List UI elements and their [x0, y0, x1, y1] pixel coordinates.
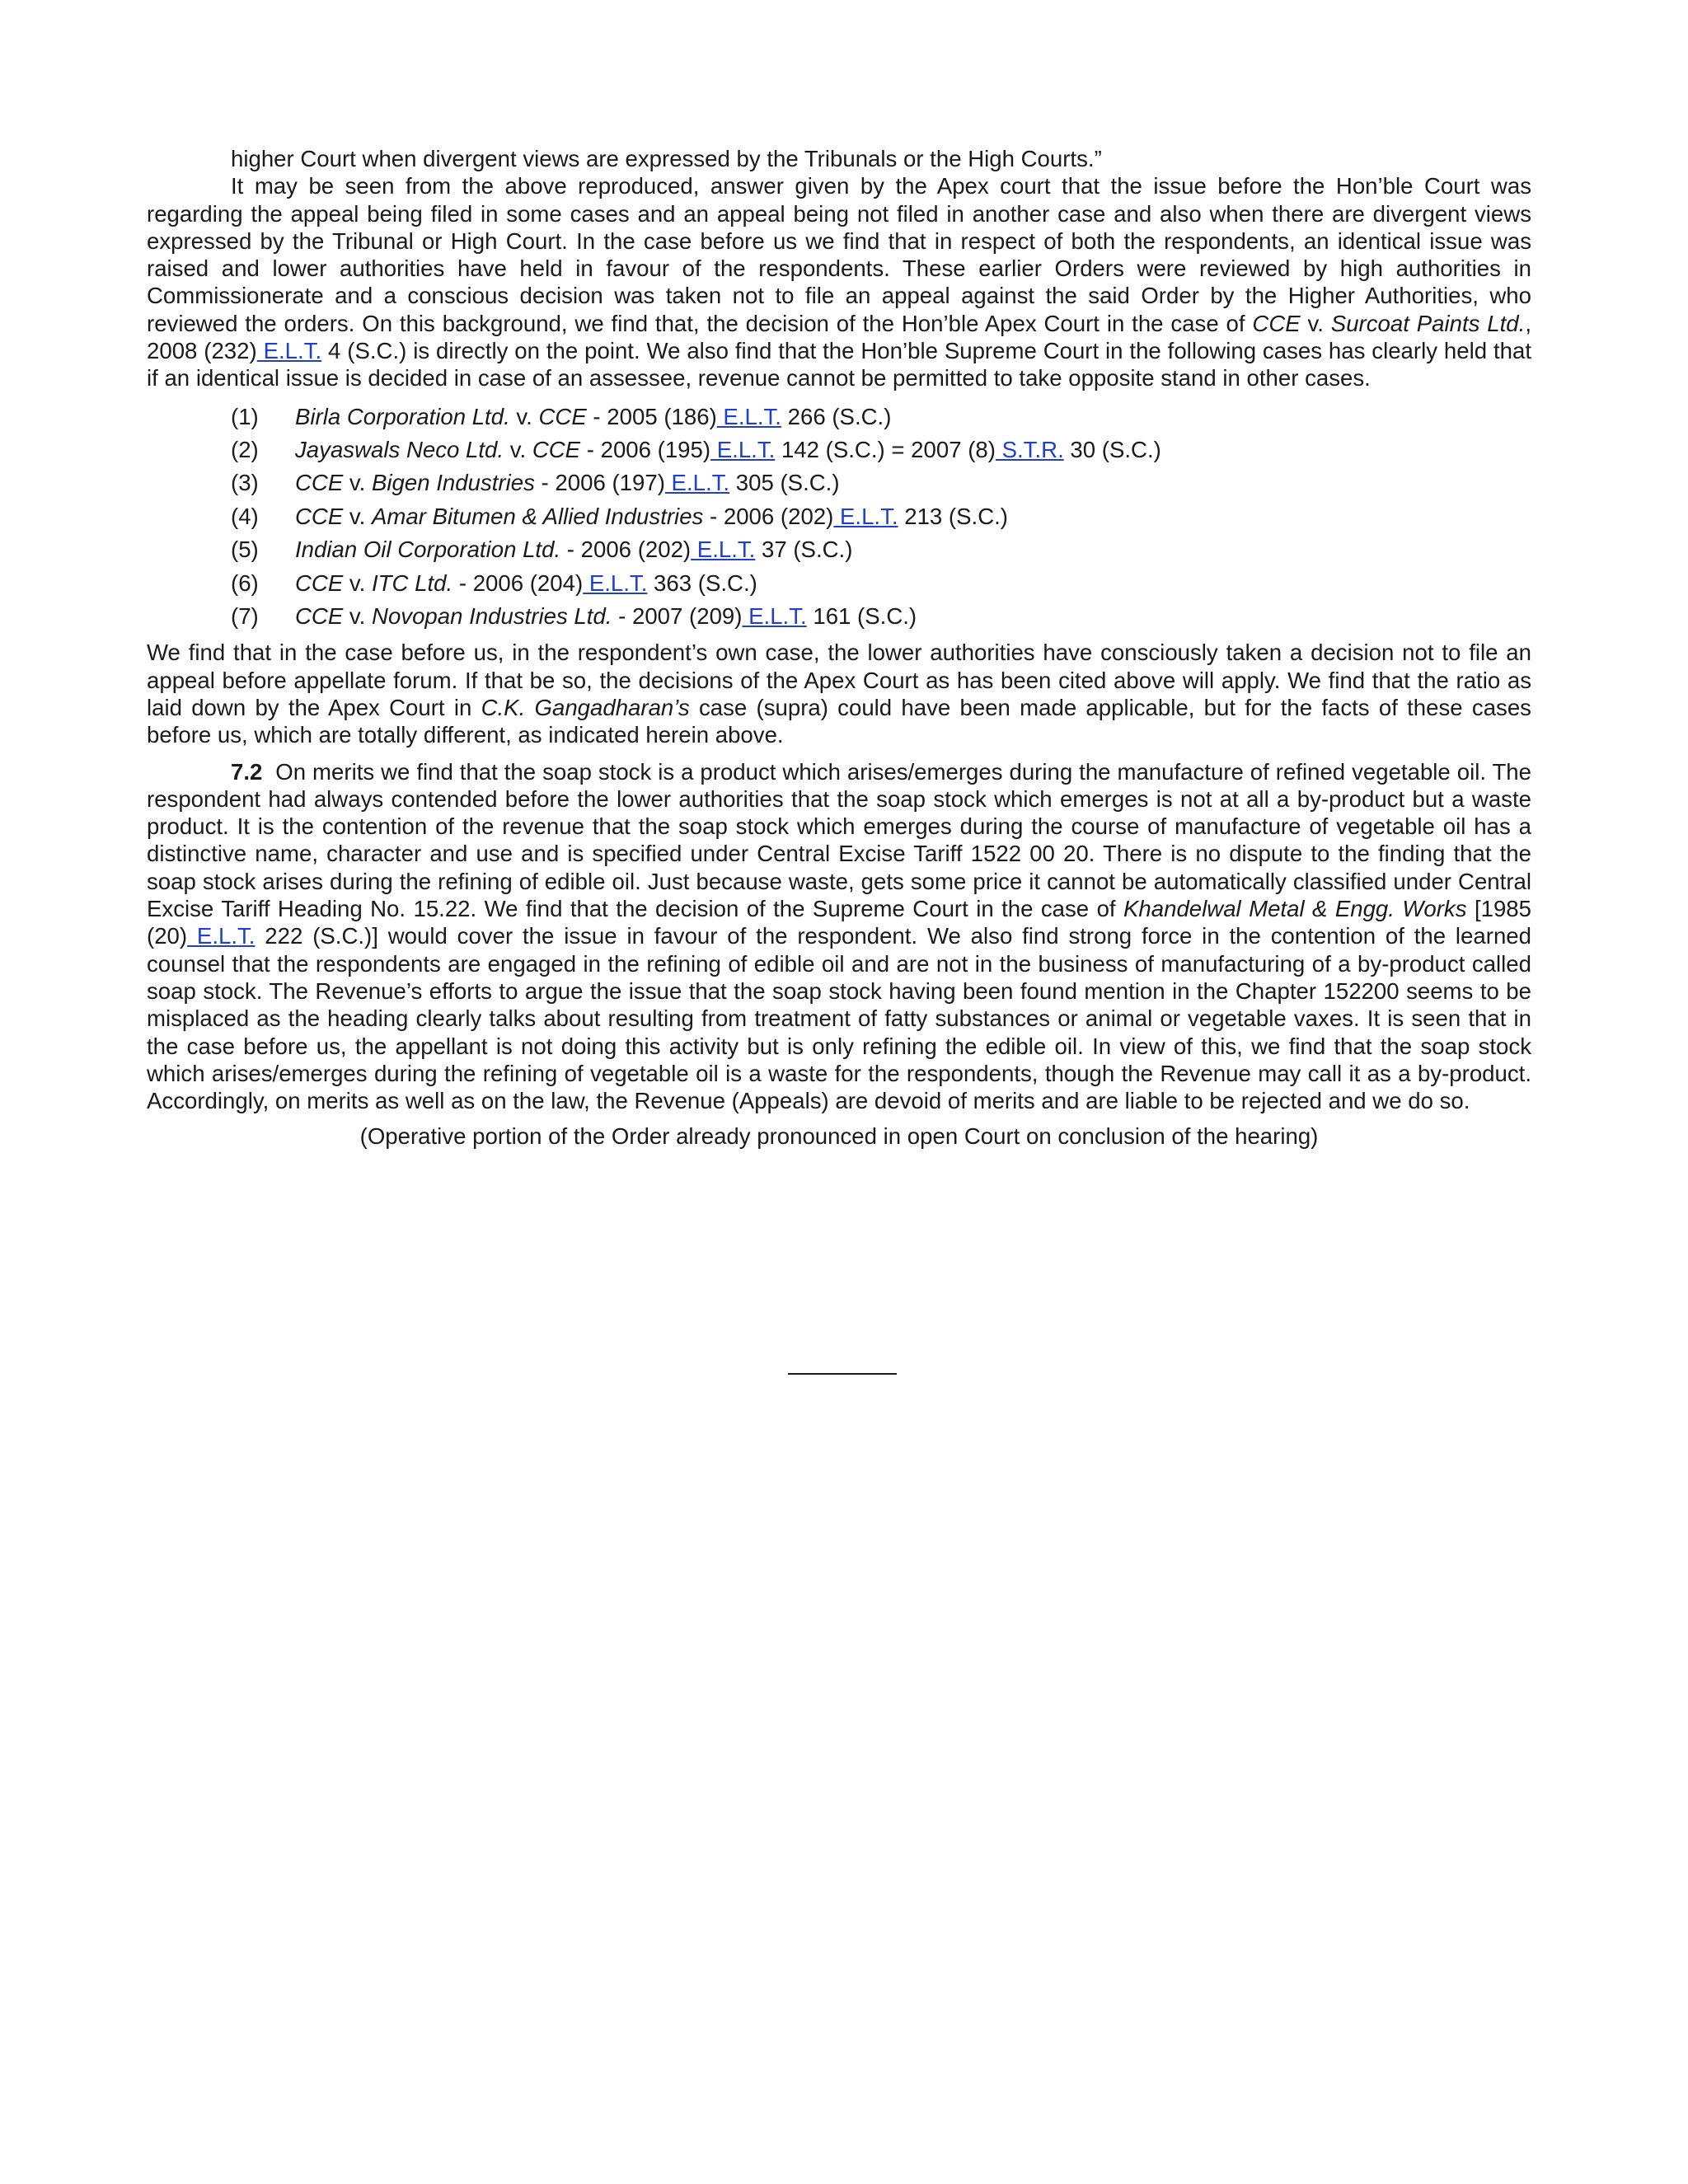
list-item: (2) Jayaswals Neco Ltd. v. CCE - 2006 (195) E.L.T. 142 (S.C.) = 2007 (8) S.T.R. 30 (S.C.) [231, 437, 1161, 463]
elt-citation-link[interactable]: E.L.T. [256, 338, 322, 364]
list-item: (3) CCE v. Bigen Industries - 2006 (197) E.L.T. 305 (S.C.) [231, 470, 840, 496]
list-item: (5) Indian Oil Corporation Ltd. - 2006 (202) E.L.T. 37 (S.C.) [231, 537, 853, 563]
end-divider [788, 1373, 897, 1375]
list-item: (6) CCE v. ITC Ltd. - 2006 (204) E.L.T. 363 (S.C.) [231, 569, 757, 596]
paragraph-number: 7.2 [231, 758, 263, 785]
paragraph-7-2-merits: 7.2 On merits we find that the soap stock is a product which arises/emerges during the manufacture of refined vegetable oil. The respondent had always contended before the lower authorities that the soap stock which emerges is not at all a by-product but a waste product. It is the contention of the revenue that the soap stock which emerges during the course of manufacture of vegetable oil has a distinctive name, character and use and is specified under Central Excise Tariff 1522 00 20. There is no dispute to the finding that the soap stock arises during the refining of edible oil. Just because waste, gets some price it cannot be automatically classified under Central Excise Tariff Heading No. 15.22. We find that the decision of the Supreme Court in the case of Khandelwal Metal & Engg. Works [1985 (20) E.L.T. 222 (S.C.)] would cover the issue in favour of the respondent. We also find strong force in the contention of the learned counsel that the respondents are engaged in the refining of edible oil and are not in the business of manufacturing of a by-product called soap stock. The Revenue’s efforts to argue the issue that the soap stock having been found mention in the Chapter 152200 seems to be misplaced as the heading clearly talks about resulting from treatment of fatty substances or animal or vegetable vaxes. It is seen that in the case before us, the appellant is not doing this activity but is only refining the edible oil. In view of this, we find that the soap stock which arises/emerges during the refining of vegetable oil is a waste for the respondents, though the Revenue may call it as a by-product. Accordingly, on merits as well as on the law, the Revenue (Appeals) are devoid of merits and are liable to be rejected and we do so. [147, 758, 1532, 1114]
elt-citation-link[interactable]: E.L.T. [583, 569, 648, 596]
document-body [147, 145, 1531, 1151]
quote-continuation: higher Court when divergent views are expressed by the Tribunals or the High Courts.” [231, 146, 1102, 171]
elt-citation-link[interactable]: E.L.T. [691, 537, 756, 563]
paragraph-respondent-case: We find that in the case before us, in the respondent’s own case, the lower authorities have consciously taken a decision not to file an appeal before appellate forum. If that be so, the decisions of the Apex Court as has been cited above will apply. We find that the ratio as laid down by the Apex Court in C.K. Gangadharan’s case (supra) could have been made applicable, but for the facts of these cases before us, which are totally different, as indicated herein above. [147, 640, 1531, 748]
elt-citation-link[interactable]: E.L.T. [187, 923, 256, 949]
elt-citation-link[interactable]: E.L.T. [742, 603, 807, 630]
paragraph-apex-court-analysis: It may be seen from the above reproduced, answer given by the Apex court that the issue before the Hon’ble Court was regarding the appeal being filed in some cases and an appeal being not filed in another case and also when there are divergent views expressed by the Tribunal or High Court. In the case before us we find that in respect of both the respondents, an identical issue was raised and lower authorities have held in favour of the respondents. These earlier Orders were reviewed by high authorities in Commissionerate and a conscious decision was taken not to file an appeal against the said Order by the Higher Authorities, who reviewed the orders. On this background, we find that, the decision of the Hon’ble Apex Court in the case of CCE v. Surcoat Paints Ltd., 2008 (232) E.L.T. 4 (S.C.) is directly on the point. We also find that the Hon’ble Supreme Court in the following cases has clearly held that if an identical issue is decided in case of an assessee, revenue cannot be permitted to take opposite stand in other cases. [147, 173, 1531, 391]
list-item: (1) Birla Corporation Ltd. v. CCE - 2005 (186) E.L.T. 266 (S.C.) [231, 403, 892, 429]
operative-portion-note: (Operative portion of the Order already pronounced in open Court on conclusion of the hearing) [359, 1123, 1319, 1150]
list-item: (4) CCE v. Amar Bitumen & Allied Industries - 2006 (202) E.L.T. 213 (S.C.) [231, 503, 1008, 529]
elt-citation-link[interactable]: E.L.T. [664, 470, 730, 496]
elt-citation-link[interactable]: E.L.T. [710, 437, 776, 463]
str-citation-link[interactable]: S.T.R. [995, 437, 1064, 463]
elt-citation-link[interactable]: E.L.T. [716, 403, 781, 429]
case-citation-list [147, 401, 1531, 634]
list-item: (7) CCE v. Novopan Industries Ltd. - 2007 (209) E.L.T. 161 (S.C.) [231, 603, 917, 630]
elt-citation-link[interactable]: E.L.T. [833, 503, 898, 529]
